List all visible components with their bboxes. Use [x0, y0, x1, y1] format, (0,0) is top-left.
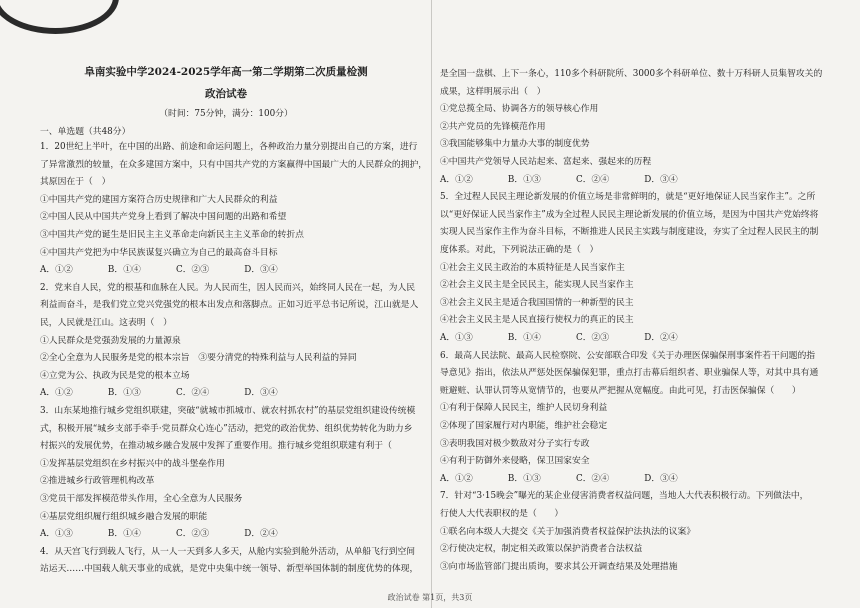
question-3-line: ③党员干部发挥模范带头作用，全心全意为人民服务 — [40, 494, 243, 504]
question-7-line: 7．针对“3·15晚会”曝光的某企业侵害消费者权益问题，当地人大代表积极行动。下列做法中， — [440, 491, 809, 502]
question-5-line: ④社会主义民主是人民直接行使权力的真正的民主 — [440, 315, 634, 326]
question-5-line: 实现人民当家作主作为奋斗目标，不断推进人民民主实践与制度建设，夯实了全过程人民民主的制 — [440, 227, 819, 238]
page-fold — [431, 0, 432, 608]
question-5-line: 以“更好保证人民当家作主”成为全过程人民民主理论新发展的价值立场，是因为中国共产党始终将 — [440, 209, 819, 220]
question-4-cont-line: 成果，这样明展示出（ ） — [440, 86, 546, 97]
section-heading: 一、单选题（共48分） — [40, 127, 131, 137]
question-1-line: ①中国共产党的建国方案符合历史规律和广大人民群众的利益 — [40, 194, 278, 205]
question-6-line: A．①② B．①③ C．②④ D．③④ — [440, 473, 678, 484]
exam-subtitle: 政治试卷 — [205, 88, 247, 100]
question-4-cont-line: ②共产党员的先锋模范作用 — [440, 121, 546, 132]
question-4-cont-line: ①党总揽全局、协调各方的领导核心作用 — [440, 104, 599, 115]
question-1-line: A．①② B．①④ C．②③ D．③④ — [40, 265, 278, 276]
question-6-line: 赃避赃、认罪认罚等从宽情节的，也要从严把握从宽幅度。由此可见，打击医保骗保（ ） — [440, 385, 801, 396]
question-1-line: ③中国共产党的诞生是旧民主主义革命走向新民主主义革命的转折点 — [40, 230, 304, 240]
question-5-line: ③社会主义民主是适合我国国情的一种新型的民主 — [440, 297, 634, 308]
question-3-line: 村振兴的发展优势，在推动城乡融合发展中发挥了重要作用。推行城乡党组织联建有利于（ — [40, 441, 392, 452]
question-4-line: 站运天……中国载人航天事业的成就，是党中央集中统一领导、新型举国体制的制度优势的体现， — [40, 564, 419, 575]
question-2-line: 利益而奋斗，是我们党立党兴党强党的根本出发点和落脚点。正如习近平总书记所说，江山就是人 — [40, 300, 419, 311]
question-1-line: ②中国人民从中国共产党身上看到了解决中国问题的出路和希望 — [40, 212, 287, 223]
question-2-line: 2．党来自人民，党的根基和血脉在人民。为人民而生，因人民而兴，始终同人民在一起，为人民 — [40, 282, 416, 293]
question-7-line: ③向市场监管部门提出质询，要求其公开调查结果及处理措施 — [440, 561, 678, 572]
question-3-line: A．①③ B．①④ C．②③ D．②④ — [40, 529, 278, 540]
ink-smudge — [0, 0, 119, 34]
question-3-line: 3．山东某地推行城乡党组织联建，突破“就城市抓城市、就农村抓农村”的基层党组织建设传统模 — [40, 406, 416, 416]
question-1-line: 了异常激烈的较量，在众多建国方案中，只有中国共产党的方案赢得中国最广大的人民群众的拥护， — [40, 159, 428, 170]
question-3-line: ④基层党组织履行组织城乡融合发展的职能 — [40, 511, 208, 522]
question-2-line: ①人民群众是党强劲发展的力量源泉 — [40, 335, 181, 346]
question-5-line: ②社会主义民主是全民民主，能实现人民当家作主 — [440, 280, 634, 291]
question-6-line: 6．最高人民法院、最高人民检察院、公安部联合印发《关于办理医保骗保刑事案件若干问题的指 — [440, 350, 816, 361]
question-6-line: ④有利于防御外来侵略，保卫国家安全 — [440, 456, 590, 467]
question-4-cont-line: ④中国共产党领导人民站起来、富起来、强起来的历程 — [440, 157, 652, 167]
exam-title: 阜南实验中学2024-2025学年高一第二学期第二次质量检测 — [84, 66, 368, 78]
question-4-line: 4．从天宫飞行到载人飞行，从一人一天到多人多天，从舱内实验到舱外活动，从单船飞行到空间 — [40, 546, 416, 557]
question-2-line: ④立党为公、执政为民是党的根本立场 — [40, 370, 190, 381]
question-1-line: ④中国共产党把为中华民族谋复兴确立为自己的最高奋斗目标 — [40, 247, 278, 258]
question-1-line: 1．20世纪上半叶，在中国的出路、前途和命运问题上，各种政治力量分别提出自己的方案，进行 — [40, 142, 418, 152]
question-5-line: A．①③ B．①④ C．②③ D．②④ — [440, 333, 678, 343]
question-4-cont-line: A．①② B．①③ C．②④ D．③④ — [440, 174, 678, 185]
question-3-line: ②推进城乡行政管理机构改革 — [40, 476, 155, 487]
question-7-line: ②行使决定权，制定相关政策以保护消费者合法权益 — [440, 544, 643, 555]
question-6-line: ③表明我国对极少数敌对分子实行专政 — [440, 438, 590, 449]
question-6-line: ①有利于保障人民民主，维护人民切身利益 — [440, 403, 608, 414]
question-1-line: 其原因在于（ ） — [40, 177, 111, 188]
question-2-line: ②全心全意为人民服务是党的根本宗旨 ③要分清党的特殊利益与人民利益的异同 — [40, 353, 357, 364]
question-6-line: 导意见》指出，依法从严惩处医保骗保犯罪，重点打击幕后组织者、职业骗保人等，对其中具有通 — [440, 368, 819, 379]
question-5-line: 度体系。对此，下列说法正确的是（ ） — [440, 245, 599, 255]
question-5-line: ①社会主义民主政治的本质特征是人民当家作主 — [440, 262, 625, 273]
question-4-cont-line: 是全国一盘棋、上下一条心，110多个科研院所、3000多个科研单位、数十万科研人员集智攻关的 — [440, 69, 823, 79]
time-info: （时间：75分钟，满分：100分） — [159, 109, 293, 119]
question-3-line: ①发挥基层党组织在乡村振兴中的战斗堡垒作用 — [40, 458, 225, 469]
page-footer: 政治试卷 第1页，共3页 — [387, 593, 473, 602]
question-7-line: ①联名向本级人大提交《关于加强消费者权益保护法执法的议案》 — [440, 526, 696, 537]
question-5-line: 5．全过程人民民主理论新发展的价值立场是非常鲜明的，就是“更好地保证人民当家作主”。之所 — [440, 192, 816, 203]
question-7-line: 行使人大代表职权的是（ ） — [440, 509, 564, 519]
question-2-line: 民，人民就是江山。这表明（ ） — [40, 318, 172, 328]
question-6-line: ②体现了国家履行对内职能，维护社会稳定 — [440, 421, 608, 431]
question-2-line: A．①② B．①③ C．②④ D．③④ — [40, 388, 278, 399]
question-4-cont-line: ③我国能够集中力量办大事的制度优势 — [440, 139, 590, 150]
question-3-line: 式，积极开展“城乡支部手牵手·党员群众心连心”活动，把党的政治优势、组织优势转化为助力乡 — [40, 423, 413, 434]
